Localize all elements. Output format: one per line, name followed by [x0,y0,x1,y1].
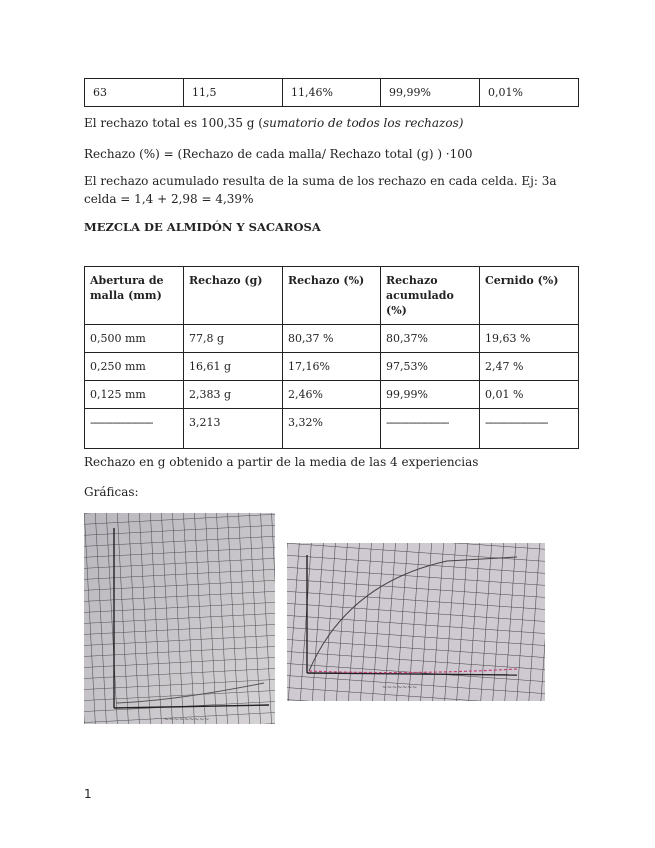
table-cell: 80,37% [381,325,480,353]
table-cell: 0,01 % [480,381,579,409]
table-cell: 11,5 [184,79,283,107]
header-cell: Cernido (%) [480,267,579,325]
table-cell: 80,37 % [283,325,381,353]
table-cell: 0,500 mm [85,325,184,353]
table-cell: 3,213 [184,409,283,449]
header-cell: Rechazo acumulado (%) [381,267,480,325]
page-number: 1 [84,787,92,801]
accumulated-text: El rechazo acumulado resulta de la suma de los rechazo en cada celda. Ej: 3a celda = 1,4 + 2,98 = 4,39% [84,174,557,206]
table-row [85,325,579,353]
graph-paper-image [287,543,545,701]
svg-text:~~~~~~~~~: ~~~~~~~~~ [164,716,210,723]
table-cell: ----------------------- [480,409,579,449]
table-cell: 2,46% [283,381,381,409]
svg-text:~~~~~~~: ~~~~~~~ [382,684,418,691]
total-rejection-text [84,114,584,132]
header-cell: Rechazo (g) [184,267,283,325]
graphs-label: Gráficas: [84,485,139,499]
table-row [85,79,579,107]
table-cell: 16,61 g [184,353,283,381]
section-heading: MEZCLA DE ALMIDÓN Y SACAROSA [84,220,321,234]
table-cell: 97,53% [381,353,480,381]
mix-sieve-table [84,266,579,449]
table-cell: ----------------------- [381,409,480,449]
table-cell: 0,250 mm [85,353,184,381]
table-header-row [85,267,579,325]
table-row [85,353,579,381]
graph-paper-image [84,513,275,724]
table-cell: 11,46% [283,79,381,107]
table-cell: 77,8 g [184,325,283,353]
table-cell: 0,01% [480,79,579,107]
table-cell: 99,99% [381,381,480,409]
table-cell: 63 [85,79,184,107]
header-cell: Abertura de malla (mm) [85,267,184,325]
table-row [85,381,579,409]
table-cell: ----------------------- [85,409,184,449]
formula-text: Rechazo (%) = (Rechazo de cada malla/ Rechazo total (g) ) ·100 [84,147,473,161]
table-cell: 99,99% [381,79,480,107]
table-cell: 17,16% [283,353,381,381]
total-rejection-italic: sumatorio de todos los rechazos) [262,116,464,130]
header-cell: Rechazo (%) [283,267,381,325]
graph-photo-right [287,543,545,701]
total-rejection-prefix: El rechazo total es 100,35 g ( [84,116,263,130]
sieve-table-continued [84,78,579,107]
table-row [85,409,579,449]
table-cell: 2,383 g [184,381,283,409]
table-cell: 0,125 mm [85,381,184,409]
note-text: Rechazo en g obtenido a partir de la media de las 4 experiencias [84,455,479,469]
table-cell: 3,32% [283,409,381,449]
table-cell: 2,47 % [480,353,579,381]
graph-photo-left [84,513,275,724]
table-cell: 19,63 % [480,325,579,353]
